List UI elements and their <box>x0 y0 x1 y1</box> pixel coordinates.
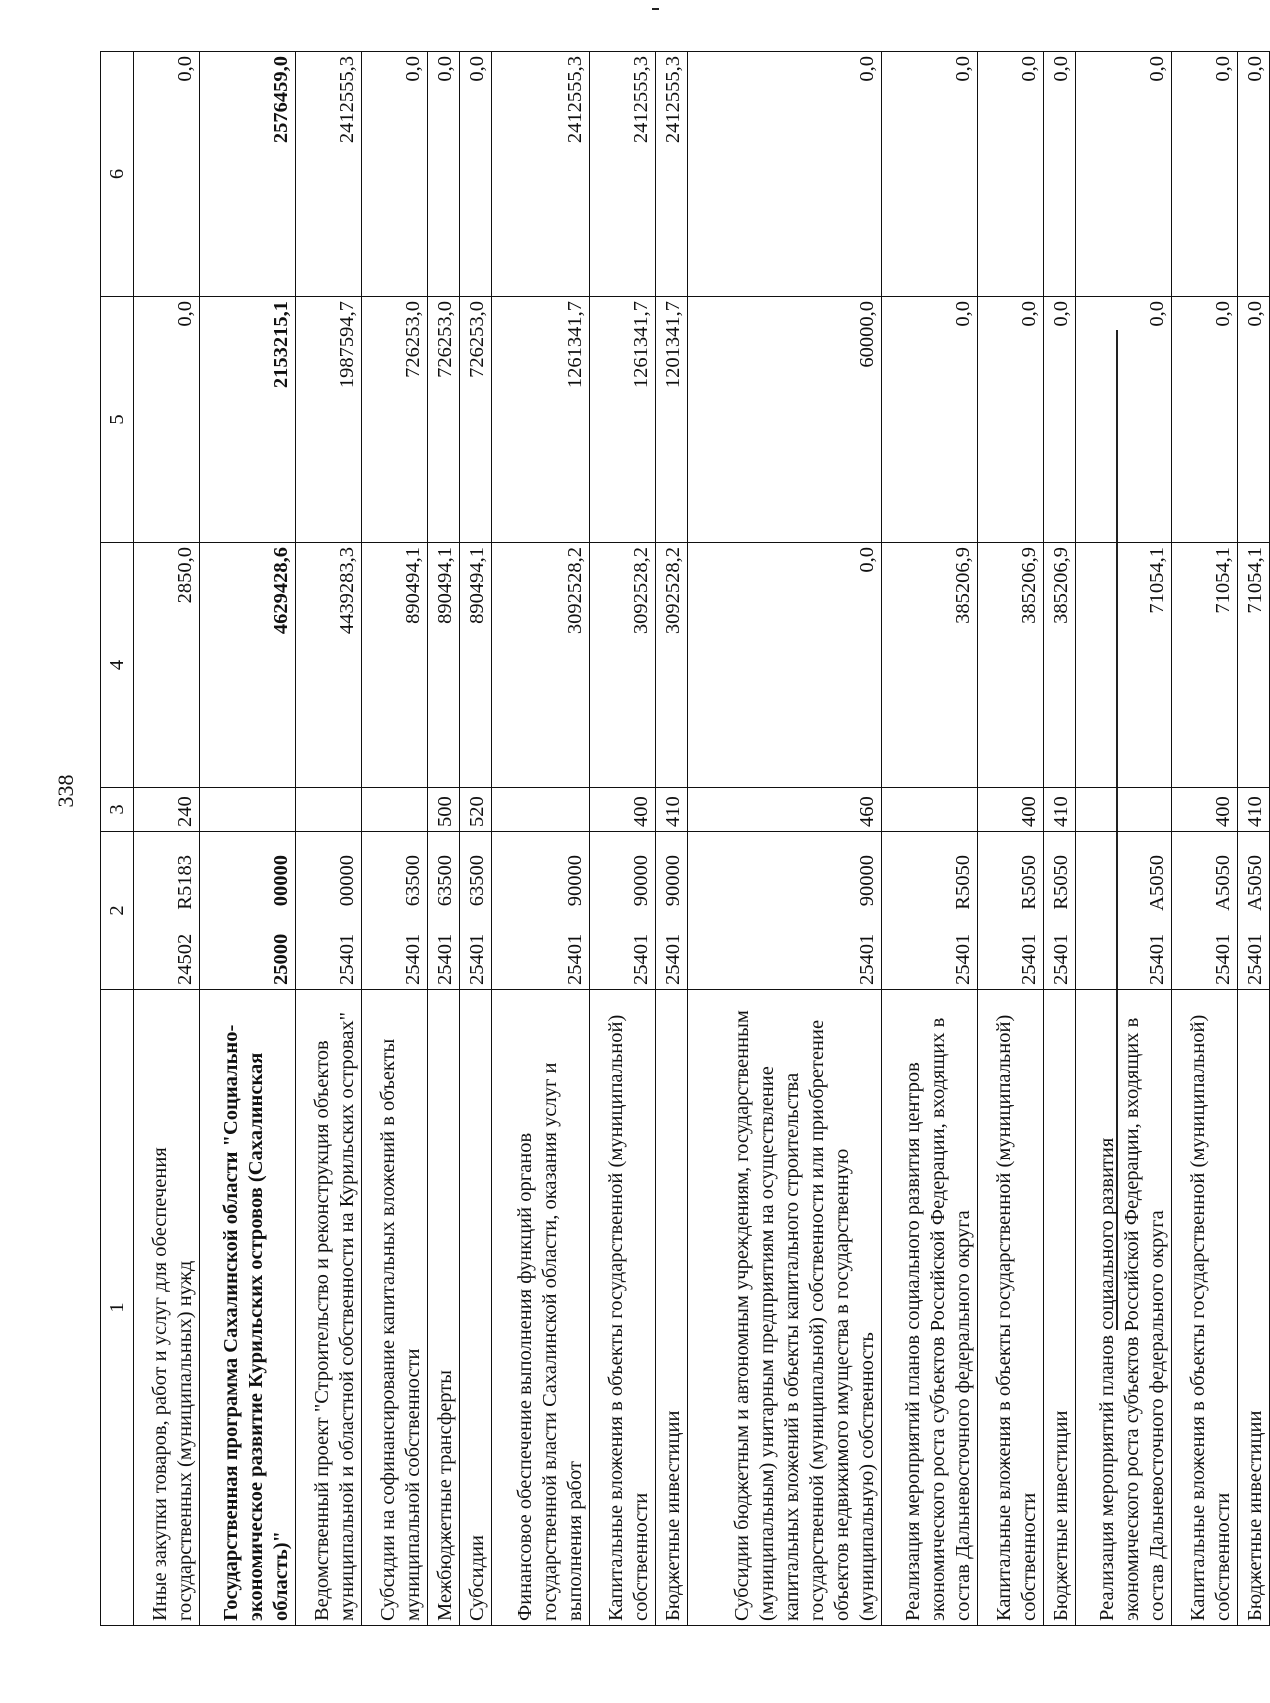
target-code <box>688 832 882 990</box>
value-col-4: 71054,1 <box>1172 543 1238 788</box>
value-col-5: 1987594,7 <box>296 297 362 543</box>
target-code-program: 25401 <box>402 933 424 985</box>
row-name: Межбюджетные трансферты <box>428 990 460 1626</box>
target-code-direction: R5050 <box>1050 855 1072 910</box>
table-row <box>1076 52 1172 1626</box>
value-col-4: 385206,9 <box>882 543 978 788</box>
target-code <box>590 832 656 990</box>
target-code-direction: 90000 <box>630 855 652 907</box>
value-col-4: 890494,1 <box>428 543 460 788</box>
row-name: Капитальные вложения в объекты государственной (муниципальной) собственности <box>1172 990 1238 1626</box>
expense-type: 400 <box>1172 788 1238 832</box>
budget-table <box>100 51 1270 1626</box>
value-col-5: 726253,0 <box>460 297 492 543</box>
row-name: Капитальные вложения в объекты государственной (муниципальной) собственности <box>590 990 656 1626</box>
expense-type: 500 <box>428 788 460 832</box>
value-col-4: 890494,1 <box>460 543 492 788</box>
header-col-2: 2 <box>101 832 134 990</box>
value-col-5: 0,0 <box>882 297 978 543</box>
target-code-program: 25401 <box>1212 933 1234 985</box>
header-col-1: 1 <box>101 990 134 1626</box>
header-col-3: 3 <box>101 788 134 832</box>
target-code <box>428 832 460 990</box>
target-code-program: 25401 <box>564 933 586 985</box>
table-row <box>134 52 200 1626</box>
target-code-program: 25401 <box>434 933 456 985</box>
value-col-6: 0,0 <box>460 52 492 297</box>
row-name: Реализация мероприятий планов социального развития центров экономического роста субъектов Российской Федерации, входящих в состав Дальневосточного федерального округа <box>882 990 978 1626</box>
table-row <box>200 52 296 1626</box>
row-name: Субсидии <box>460 990 492 1626</box>
target-code <box>1044 832 1076 990</box>
expense-type <box>882 788 978 832</box>
value-col-5: 2153215,1 <box>200 297 296 543</box>
value-col-5: 1261341,7 <box>590 297 656 543</box>
value-col-4: 2850,0 <box>134 543 200 788</box>
row-name: Капитальные вложения в объекты государственной (муниципальной) собственности <box>978 990 1044 1626</box>
target-code-direction: 63500 <box>402 855 424 907</box>
target-code <box>362 832 428 990</box>
target-code-direction: A5050 <box>1244 855 1266 911</box>
value-col-6: 0,0 <box>1238 52 1270 297</box>
target-code-direction: 63500 <box>466 855 488 907</box>
expense-type: 410 <box>1044 788 1076 832</box>
target-code-direction: R5050 <box>952 855 974 910</box>
target-code <box>656 832 688 990</box>
target-code-program: 25401 <box>630 933 652 985</box>
value-col-5: 0,0 <box>1076 297 1172 543</box>
header-col-4: 4 <box>101 543 134 788</box>
target-code <box>296 832 362 990</box>
target-code <box>460 832 492 990</box>
target-code <box>1172 832 1238 990</box>
table-row <box>492 52 590 1626</box>
table-row <box>1044 52 1076 1626</box>
value-col-5: 0,0 <box>978 297 1044 543</box>
value-col-6: 0,0 <box>1044 52 1076 297</box>
value-col-4: 71054,1 <box>1076 543 1172 788</box>
target-code-direction: R5050 <box>1018 855 1040 910</box>
header-col-5: 5 <box>101 297 134 543</box>
target-code <box>200 832 296 990</box>
row-name: Иные закупки товаров, работ и услуг для обеспечения государственных (муниципальных) нужд <box>134 990 200 1626</box>
value-col-4: 3092528,2 <box>492 543 590 788</box>
table-row <box>688 52 882 1626</box>
value-col-5: 1201341,7 <box>656 297 688 543</box>
value-col-5: 0,0 <box>1172 297 1238 543</box>
value-col-5: 60000,0 <box>688 297 882 543</box>
target-code-program: 25401 <box>1018 933 1040 985</box>
target-code-program: 25401 <box>336 933 358 985</box>
expense-type <box>492 788 590 832</box>
value-col-4: 4439283,3 <box>296 543 362 788</box>
target-code-program: 25401 <box>1244 933 1266 985</box>
value-col-6: 0,0 <box>428 52 460 297</box>
rotated-page <box>100 52 1266 1626</box>
target-code-program: 25401 <box>952 933 974 985</box>
table-row <box>460 52 492 1626</box>
target-code-direction: A5050 <box>1146 855 1168 911</box>
expense-type: 520 <box>460 788 492 832</box>
value-col-4: 71054,1 <box>1238 543 1270 788</box>
target-code-direction: 00000 <box>270 855 292 907</box>
header-row <box>101 52 134 1626</box>
target-code-program: 24502 <box>174 933 196 985</box>
value-col-6: 0,0 <box>362 52 428 297</box>
target-code <box>492 832 590 990</box>
target-code-direction: 90000 <box>564 855 586 907</box>
expense-type <box>200 788 296 832</box>
row-name: Реализация мероприятий планов социального развития экономического роста субъектов Российской Федерации, входящих в состав Дальневосточного федерального округа <box>1076 990 1172 1626</box>
row-name: Субсидии на софинансирование капитальных вложений в объекты муниципальной собственности <box>362 990 428 1626</box>
value-col-4: 0,0 <box>688 543 882 788</box>
value-col-4: 3092528,2 <box>656 543 688 788</box>
value-col-5: 726253,0 <box>362 297 428 543</box>
value-col-6: 0,0 <box>882 52 978 297</box>
expense-type <box>1076 788 1172 832</box>
table-row <box>978 52 1044 1626</box>
value-col-5: 0,0 <box>134 297 200 543</box>
value-col-5: 1261341,7 <box>492 297 590 543</box>
target-code <box>1238 832 1270 990</box>
expense-type: 460 <box>688 788 882 832</box>
value-col-4: 4629428,6 <box>200 543 296 788</box>
table-row <box>882 52 978 1626</box>
expense-type: 240 <box>134 788 200 832</box>
value-col-6: 2412555,3 <box>590 52 656 297</box>
target-code <box>882 832 978 990</box>
expense-type: 400 <box>978 788 1044 832</box>
value-col-5: 0,0 <box>1044 297 1076 543</box>
row-name: Субсидии бюджетным и автономным учреждениям, государственным (муниципальным) унитарным предприятиям на осуществление капитальных вложений в объекты капитального строительства государственной (муниципальной) собственности или приобретение объектов недвижимого имущества в государственную (муниципальную) собственность <box>688 990 882 1626</box>
target-code-direction: 63500 <box>434 855 456 907</box>
table-row <box>1172 52 1238 1626</box>
table-row <box>590 52 656 1626</box>
target-code-program: 25401 <box>466 933 488 985</box>
target-code-direction: 90000 <box>856 855 878 907</box>
table-row <box>1238 52 1270 1626</box>
value-col-6: 0,0 <box>978 52 1044 297</box>
row-name: Финансовое обеспечение выполнения функций органов государственной власти Сахалинской области, оказания услуг и выполнения работ <box>492 990 590 1626</box>
table-row <box>656 52 688 1626</box>
value-col-6: 2412555,3 <box>656 52 688 297</box>
value-col-5: 726253,0 <box>428 297 460 543</box>
value-col-5: 0,0 <box>1238 297 1270 543</box>
target-code <box>978 832 1044 990</box>
expense-type <box>362 788 428 832</box>
value-col-6: 0,0 <box>1076 52 1172 297</box>
target-code-program: 25000 <box>270 933 292 985</box>
table-row <box>428 52 460 1626</box>
header-col-6: 6 <box>101 52 134 297</box>
scan-speck <box>652 8 659 10</box>
expense-type: 410 <box>656 788 688 832</box>
expense-type: 410 <box>1238 788 1270 832</box>
expense-type <box>296 788 362 832</box>
row-name: Ведомственный проект "Строительство и реконструкция объектов муниципальной и областной собственности на Курильских островах" <box>296 990 362 1626</box>
row-name: Бюджетные инвестиции <box>656 990 688 1626</box>
table-row <box>296 52 362 1626</box>
page-number: 338 <box>53 774 78 808</box>
value-col-4: 385206,9 <box>1044 543 1076 788</box>
row-name: Бюджетные инвестиции <box>1238 990 1270 1626</box>
target-code-program: 25401 <box>1050 933 1072 985</box>
value-col-4: 385206,9 <box>978 543 1044 788</box>
target-code-program: 25401 <box>856 933 878 985</box>
value-col-6: 0,0 <box>688 52 882 297</box>
table-row <box>362 52 428 1626</box>
value-col-6: 0,0 <box>134 52 200 297</box>
expense-type: 400 <box>590 788 656 832</box>
target-code-direction: 00000 <box>336 855 358 907</box>
row-name: Бюджетные инвестиции <box>1044 990 1076 1626</box>
row-name: Государственная программа Сахалинской области "Социально-экономическое развитие Курильских островов (Сахалинская область)" <box>200 990 296 1626</box>
target-code-program: 25401 <box>662 933 684 985</box>
value-col-4: 890494,1 <box>362 543 428 788</box>
target-code <box>1076 832 1172 990</box>
value-col-6: 2412555,3 <box>492 52 590 297</box>
target-code-direction: 90000 <box>662 855 684 907</box>
target-code-program: 25401 <box>1146 933 1168 985</box>
value-col-6: 0,0 <box>1172 52 1238 297</box>
value-col-6: 2576459,0 <box>200 52 296 297</box>
value-col-4: 3092528,2 <box>590 543 656 788</box>
target-code <box>134 832 200 990</box>
value-col-6: 2412555,3 <box>296 52 362 297</box>
target-code-direction: A5050 <box>1212 855 1234 911</box>
target-code-direction: R5183 <box>174 855 196 910</box>
